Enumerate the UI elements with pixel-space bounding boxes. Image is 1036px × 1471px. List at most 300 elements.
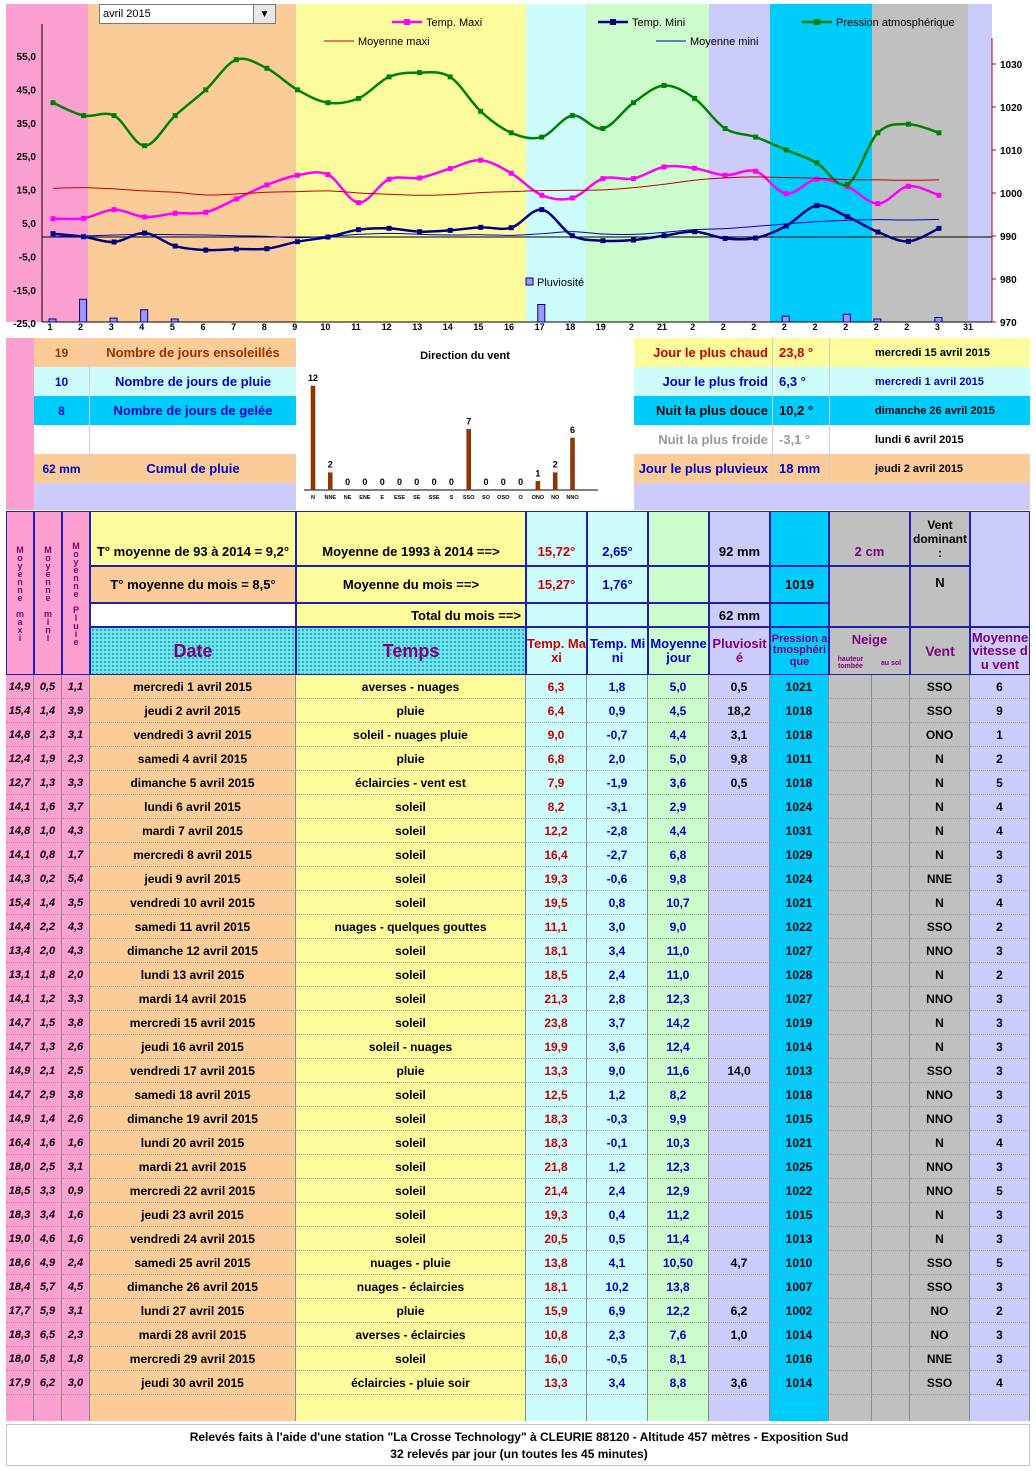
wind-dir-label: SE <box>413 495 421 501</box>
chevron-down-icon[interactable]: ▼ <box>253 5 275 23</box>
cell-sh <box>829 915 872 939</box>
rain-bar <box>782 316 789 322</box>
cell-mm: 14,9 <box>6 1107 34 1131</box>
cell-tmoy: 12,2 <box>648 1299 709 1323</box>
cell-date: vendredi 17 avril 2015 <box>90 1059 296 1083</box>
x-tick-label: 9 <box>292 322 298 332</box>
cell-tmin: 0,8 <box>587 891 648 915</box>
cell-rain <box>709 795 770 819</box>
series-point <box>173 113 178 118</box>
cell-temps: soleil <box>296 843 526 867</box>
series-point <box>875 230 880 235</box>
cell-tmoy: 8,8 <box>648 1371 709 1395</box>
summary-left-label-cell: Nombre de jours ensoleillés <box>90 338 296 367</box>
filler-speed <box>970 1395 1030 1421</box>
table-row <box>6 843 1030 867</box>
series-point <box>387 177 392 182</box>
cell-mm: 17,7 <box>6 1299 34 1323</box>
series-point <box>112 240 117 245</box>
cell-sh <box>829 963 872 987</box>
cell-date: samedi 25 avril 2015 <box>90 1251 296 1275</box>
cell-mn: 1,4 <box>34 891 62 915</box>
cell-mn: 1,4 <box>34 1107 62 1131</box>
cell-press: 1011 <box>770 747 829 771</box>
cell-tmoy: 5,0 <box>648 747 709 771</box>
series-point <box>234 196 239 201</box>
series-point <box>264 182 269 187</box>
cell-date: dimanche 19 avril 2015 <box>90 1107 296 1131</box>
cell-tmin: 4,1 <box>587 1251 648 1275</box>
series-point <box>662 83 667 88</box>
x-tick-label: 31 <box>962 322 974 332</box>
cell-wind: N <box>910 747 970 771</box>
cell-sh <box>829 1155 872 1179</box>
cell-rain <box>709 1011 770 1035</box>
rain-bar <box>49 319 56 322</box>
cell-rain <box>709 1275 770 1299</box>
cell-wind: SSO <box>910 915 970 939</box>
y-right-tick-label: 1020 <box>1000 103 1023 114</box>
cell-wind: NO <box>910 1323 970 1347</box>
cell-temps: éclaircies - vent est <box>296 771 526 795</box>
summary-lavender-bottom <box>634 481 1030 510</box>
cell-speed: 2 <box>970 915 1030 939</box>
series-point <box>478 109 483 114</box>
cell-mm: 14,1 <box>6 987 34 1011</box>
x-tick-label: 15 <box>473 322 484 332</box>
cell-mm: 12,7 <box>6 771 34 795</box>
summary-right-gap-cell <box>830 338 870 367</box>
cell-mp: 1,1 <box>62 675 90 699</box>
cell-mp: 2,0 <box>62 963 90 987</box>
cell-speed: 9 <box>970 699 1030 723</box>
wind-value-label: 0 <box>448 477 454 487</box>
cell-press: 1022 <box>770 1179 829 1203</box>
y-right-tick-label: 1010 <box>1000 146 1023 157</box>
series-point <box>295 173 300 178</box>
cell-date: mardi 7 avril 2015 <box>90 819 296 843</box>
cell-temps: éclaircies - pluie soir <box>296 1371 526 1395</box>
summary-right-gap-cell <box>830 396 870 425</box>
cell-date: lundi 20 avril 2015 <box>90 1131 296 1155</box>
cell-mn: 2,0 <box>34 939 62 963</box>
wind-dir-label: E <box>380 495 385 501</box>
summary-right-label-cell: Nuit la plus douce <box>634 396 772 425</box>
cell-speed: 3 <box>970 1323 1030 1347</box>
cell-speed: 3 <box>970 1155 1030 1179</box>
cell-tmoy: 12,9 <box>648 1179 709 1203</box>
wind-value-label: 0 <box>396 477 403 487</box>
cell-date: mardi 28 avril 2015 <box>90 1323 296 1347</box>
table-row <box>6 1011 1030 1035</box>
cell-date: dimanche 5 avril 2015 <box>90 771 296 795</box>
x-tick-label: 2 <box>720 322 726 332</box>
cell-sh <box>829 1059 872 1083</box>
cell-tmoy: 12,4 <box>648 1035 709 1059</box>
cell-mm: 14,7 <box>6 1011 34 1035</box>
cell-tmin: -0,7 <box>587 723 648 747</box>
cell-date: samedi 4 avril 2015 <box>90 747 296 771</box>
cell-sg <box>872 1227 910 1251</box>
wind-dir-label: ONO <box>531 495 545 501</box>
cell-tmoy: 3,6 <box>648 771 709 795</box>
header-wind: Vent <box>910 627 970 675</box>
month-select[interactable] <box>99 4 276 24</box>
cell-rain <box>709 987 770 1011</box>
cell-tmoy: 11,0 <box>648 939 709 963</box>
cell-sh <box>829 867 872 891</box>
cell-sg <box>872 963 910 987</box>
cell-date: jeudi 9 avril 2015 <box>90 867 296 891</box>
x-tick-label: 3 <box>108 322 114 332</box>
cell-mp: 4,3 <box>62 939 90 963</box>
cell-sh <box>829 819 872 843</box>
cell-mn: 5,7 <box>34 1275 62 1299</box>
rain-bar <box>141 310 148 322</box>
cell-press: 1014 <box>770 1371 829 1395</box>
cell-rain: 9,8 <box>709 747 770 771</box>
cell-date: jeudi 30 avril 2015 <box>90 1371 296 1395</box>
x-tick-label: 4 <box>139 322 145 332</box>
cell-tmin: 1,2 <box>587 1083 648 1107</box>
series-point <box>936 226 941 231</box>
series-point <box>906 184 911 189</box>
wind-bar <box>536 481 540 490</box>
long-avg-tmin: 2,65° <box>587 511 648 566</box>
cell-sh <box>829 1275 872 1299</box>
cell-mp: 2,3 <box>62 1323 90 1347</box>
table-row <box>6 1299 1030 1323</box>
summary-right-value-cell: -3,1 ° <box>772 425 830 454</box>
wind-value-label: 0 <box>500 477 506 487</box>
cell-speed: 1 <box>970 723 1030 747</box>
cell-temps: nuages - pluie <box>296 1251 526 1275</box>
cell-tmin: -2,7 <box>587 843 648 867</box>
cell-tmax: 13,3 <box>526 1371 587 1395</box>
table-row <box>6 1227 1030 1251</box>
cell-press: 1007 <box>770 1275 829 1299</box>
long-avg-tmoy <box>648 511 709 566</box>
header-snow-height: hauteur tombée <box>837 656 864 670</box>
cell-sh <box>829 1371 872 1395</box>
table-row <box>6 1155 1030 1179</box>
cell-wind: N <box>910 1011 970 1035</box>
cell-date: lundi 27 avril 2015 <box>90 1299 296 1323</box>
cell-speed: 3 <box>970 1011 1030 1035</box>
cell-tmoy: 10,50 <box>648 1251 709 1275</box>
cell-press: 1024 <box>770 867 829 891</box>
cell-press: 1015 <box>770 1203 829 1227</box>
wind-value-label: 0 <box>379 477 385 487</box>
x-tick-label: 12 <box>381 322 392 332</box>
cell-mn: 1,5 <box>34 1011 62 1035</box>
cell-wind: SSO <box>910 1275 970 1299</box>
summary-right-date-cell: mercredi 15 avril 2015 <box>870 338 1030 367</box>
cell-press: 1016 <box>770 1347 829 1371</box>
filler-date <box>90 1395 296 1421</box>
cell-mp: 1,8 <box>62 1347 90 1371</box>
cell-date: vendredi 24 avril 2015 <box>90 1227 296 1251</box>
cell-speed: 5 <box>970 771 1030 795</box>
cell-mn: 1,3 <box>34 771 62 795</box>
cell-tmax: 10,8 <box>526 1323 587 1347</box>
cell-tmax: 18,1 <box>526 939 587 963</box>
cell-mn: 1,6 <box>34 1131 62 1155</box>
cell-date: mercredi 22 avril 2015 <box>90 1179 296 1203</box>
cell-mm: 18,0 <box>6 1347 34 1371</box>
cell-sg <box>872 1179 910 1203</box>
cell-rain <box>709 939 770 963</box>
series-point <box>387 226 392 231</box>
summary-left-label-cell: Nombre de jours de pluie <box>90 367 296 396</box>
series-point <box>264 66 269 71</box>
total-tmin <box>587 603 648 627</box>
cell-speed: 2 <box>970 747 1030 771</box>
cell-tmoy: 9,0 <box>648 915 709 939</box>
header-tmin: Temp. Mini <box>587 627 648 675</box>
series-point <box>723 236 728 241</box>
cell-wind: NNO <box>910 1155 970 1179</box>
cell-speed: 4 <box>970 819 1030 843</box>
series-point <box>539 193 544 198</box>
cell-mn: 6,2 <box>34 1371 62 1395</box>
cell-tmin: 2,4 <box>587 963 648 987</box>
cell-date: dimanche 26 avril 2015 <box>90 1275 296 1299</box>
series-point <box>845 214 850 219</box>
x-tick-label: 3 <box>934 322 940 332</box>
series-point <box>631 176 636 181</box>
table-row <box>6 939 1030 963</box>
series-point <box>478 225 483 230</box>
x-tick-label: 2 <box>690 322 696 332</box>
month-avg-tmax: 15,27° <box>526 566 587 603</box>
legend-tmax-label: Temp. Maxi <box>426 17 483 29</box>
x-tick-label: 2 <box>812 322 818 332</box>
series-point <box>173 211 178 216</box>
x-tick-label: 14 <box>442 322 453 332</box>
series-point <box>173 244 178 249</box>
cell-date: vendredi 10 avril 2015 <box>90 891 296 915</box>
cell-speed: 4 <box>970 1371 1030 1395</box>
cell-temps: soleil <box>296 1107 526 1131</box>
cell-press: 1018 <box>770 723 829 747</box>
filler-press <box>770 1395 829 1421</box>
header-speed: Moyenne vitesse du vent <box>970 627 1030 675</box>
wind-value-label: 0 <box>483 477 489 487</box>
cell-speed: 3 <box>970 987 1030 1011</box>
cell-mp: 3,8 <box>62 1011 90 1035</box>
series-point <box>570 195 575 200</box>
x-tick-label: 13 <box>412 322 423 332</box>
cell-temps: soleil <box>296 867 526 891</box>
cell-rain <box>709 1083 770 1107</box>
cell-press: 1015 <box>770 1107 829 1131</box>
cell-mn: 2,2 <box>34 915 62 939</box>
y-left-tick-label: 5,0 <box>22 219 36 230</box>
cell-tmin: 3,0 <box>587 915 648 939</box>
cell-rain <box>709 1155 770 1179</box>
cell-temps: pluie <box>296 1299 526 1323</box>
cell-tmin: 2,8 <box>587 987 648 1011</box>
series-point <box>723 126 728 131</box>
cell-tmoy: 9,8 <box>648 867 709 891</box>
cell-wind: NNE <box>910 867 970 891</box>
series-point <box>753 135 758 140</box>
cell-tmax: 7,9 <box>526 771 587 795</box>
legend-avg-min-label: Moyenne mini <box>690 36 759 48</box>
cell-sg <box>872 1011 910 1035</box>
cell-tmax: 21,4 <box>526 1179 587 1203</box>
series-point <box>814 160 819 165</box>
series-point <box>417 175 422 180</box>
cell-sg <box>872 1347 910 1371</box>
series-point <box>234 247 239 252</box>
wind-value-label: 0 <box>518 477 524 487</box>
summary-right-label-cell: Nuit la plus froide <box>634 425 772 454</box>
cell-tmin: -3,1 <box>587 795 648 819</box>
cell-speed: 6 <box>970 675 1030 699</box>
x-tick-label: 16 <box>503 322 515 332</box>
table-row <box>6 1323 1030 1347</box>
x-tick-label: 21 <box>656 322 668 332</box>
cell-tmin: 2,4 <box>587 1179 648 1203</box>
cell-wind: NO <box>910 1299 970 1323</box>
summary-pink-strip <box>6 338 34 510</box>
header-press: Pression atmosphérique <box>770 627 829 675</box>
table-row <box>6 1179 1030 1203</box>
cell-mn: 5,9 <box>34 1299 62 1323</box>
cell-sh <box>829 723 872 747</box>
cell-rain: 4,7 <box>709 1251 770 1275</box>
table-row <box>6 699 1030 723</box>
cell-wind: N <box>910 843 970 867</box>
cell-tmax: 8,2 <box>526 795 587 819</box>
month-avg-tmin: 1,76° <box>587 566 648 603</box>
x-tick-label: 17 <box>534 322 545 332</box>
cell-sg <box>872 723 910 747</box>
cell-rain <box>709 867 770 891</box>
summary-right-label-cell: Jour le plus froid <box>634 367 772 396</box>
header-rain: Pluviosité <box>709 627 770 675</box>
series-point <box>325 235 330 240</box>
cell-mp: 3,5 <box>62 891 90 915</box>
filler-mp <box>62 1395 90 1421</box>
cell-mm: 14,9 <box>6 675 34 699</box>
x-tick-label: 11 <box>351 322 361 332</box>
cell-temps: soleil <box>296 1155 526 1179</box>
cell-mn: 1,3 <box>34 1035 62 1059</box>
y-right-tick-label: 970 <box>1000 318 1017 329</box>
cell-wind: SSO <box>910 699 970 723</box>
cell-wind: ONO <box>910 723 970 747</box>
footer <box>6 1424 1030 1466</box>
x-tick-label: 2 <box>751 322 757 332</box>
series-point <box>478 158 483 163</box>
filler-rain <box>709 1395 770 1421</box>
long-avg-tmax: 15,72° <box>526 511 587 566</box>
cell-rain: 0,5 <box>709 675 770 699</box>
month-select-value: avril 2015 <box>103 8 151 20</box>
table-row <box>6 795 1030 819</box>
cell-mp: 4,5 <box>62 1275 90 1299</box>
cell-rain <box>709 1203 770 1227</box>
cell-wind: N <box>910 1203 970 1227</box>
cell-rain <box>709 1035 770 1059</box>
cell-mm: 18,3 <box>6 1323 34 1347</box>
cell-tmoy: 11,4 <box>648 1227 709 1251</box>
month-avg-temp: T° moyenne du mois = 8,5° <box>90 566 296 603</box>
series-point <box>784 191 789 196</box>
cell-mn: 1,0 <box>34 819 62 843</box>
cell-wind: NNO <box>910 939 970 963</box>
summary-right-label-cell: Jour le plus pluvieux <box>634 454 772 483</box>
wind-direction-panel <box>296 338 634 510</box>
cell-mp: 1,7 <box>62 843 90 867</box>
cell-tmax: 12,5 <box>526 1083 587 1107</box>
series-point <box>845 182 850 187</box>
cell-mp: 3,9 <box>62 699 90 723</box>
y-left-tick-label: 55,0 <box>16 52 36 63</box>
legend-tmin-label: Temp. Mini <box>632 17 686 29</box>
series-point <box>51 100 56 105</box>
summary-left-value-cell: 10 <box>34 367 90 396</box>
cell-mm: 18,3 <box>6 1203 34 1227</box>
summary-right-date-cell: lundi 6 avril 2015 <box>870 425 1030 454</box>
chart-band-6 <box>770 4 872 322</box>
cell-speed: 4 <box>970 1131 1030 1155</box>
cell-sh <box>829 1035 872 1059</box>
y-left-tick-label: -25,0 <box>13 319 36 331</box>
cell-mm: 12,4 <box>6 747 34 771</box>
cell-press: 1022 <box>770 915 829 939</box>
cell-sh <box>829 1131 872 1155</box>
cell-temps: soleil - nuages <box>296 1035 526 1059</box>
total-tmoy <box>648 603 709 627</box>
cell-mn: 2,5 <box>34 1155 62 1179</box>
cell-sg <box>872 1371 910 1395</box>
cell-mm: 16,4 <box>6 1131 34 1155</box>
cell-tmax: 15,9 <box>526 1299 587 1323</box>
wind-dir-label: SSO <box>462 495 475 501</box>
chart-band-4 <box>586 4 709 322</box>
series-point <box>692 96 697 101</box>
total-row-label: Total du mois ==> <box>296 603 526 627</box>
table-row <box>6 1059 1030 1083</box>
x-tick-label: 8 <box>261 322 267 332</box>
y-right-tick-label: 980 <box>1000 275 1017 286</box>
series-point <box>692 166 697 171</box>
cell-speed: 3 <box>970 1347 1030 1371</box>
summary-right-date-cell: dimanche 26 avril 2015 <box>870 396 1030 425</box>
filler-tmoy <box>648 1395 709 1421</box>
cell-speed: 3 <box>970 1275 1030 1299</box>
cell-temps: pluie <box>296 1059 526 1083</box>
cell-mm: 14,1 <box>6 795 34 819</box>
cell-mm: 14,9 <box>6 1059 34 1083</box>
chart-band-8 <box>968 4 992 322</box>
series-point <box>753 236 758 241</box>
cell-sh <box>829 843 872 867</box>
cell-sg <box>872 747 910 771</box>
cell-press: 1019 <box>770 1011 829 1035</box>
x-tick-label: 2 <box>781 322 787 332</box>
cell-mp: 3,3 <box>62 987 90 1011</box>
cell-tmin: -2,8 <box>587 819 648 843</box>
series-point <box>509 171 514 176</box>
cell-temps: soleil <box>296 939 526 963</box>
long-avg-row-label: Moyenne de 1993 à 2014 ==> <box>296 511 526 566</box>
cell-sg <box>872 795 910 819</box>
